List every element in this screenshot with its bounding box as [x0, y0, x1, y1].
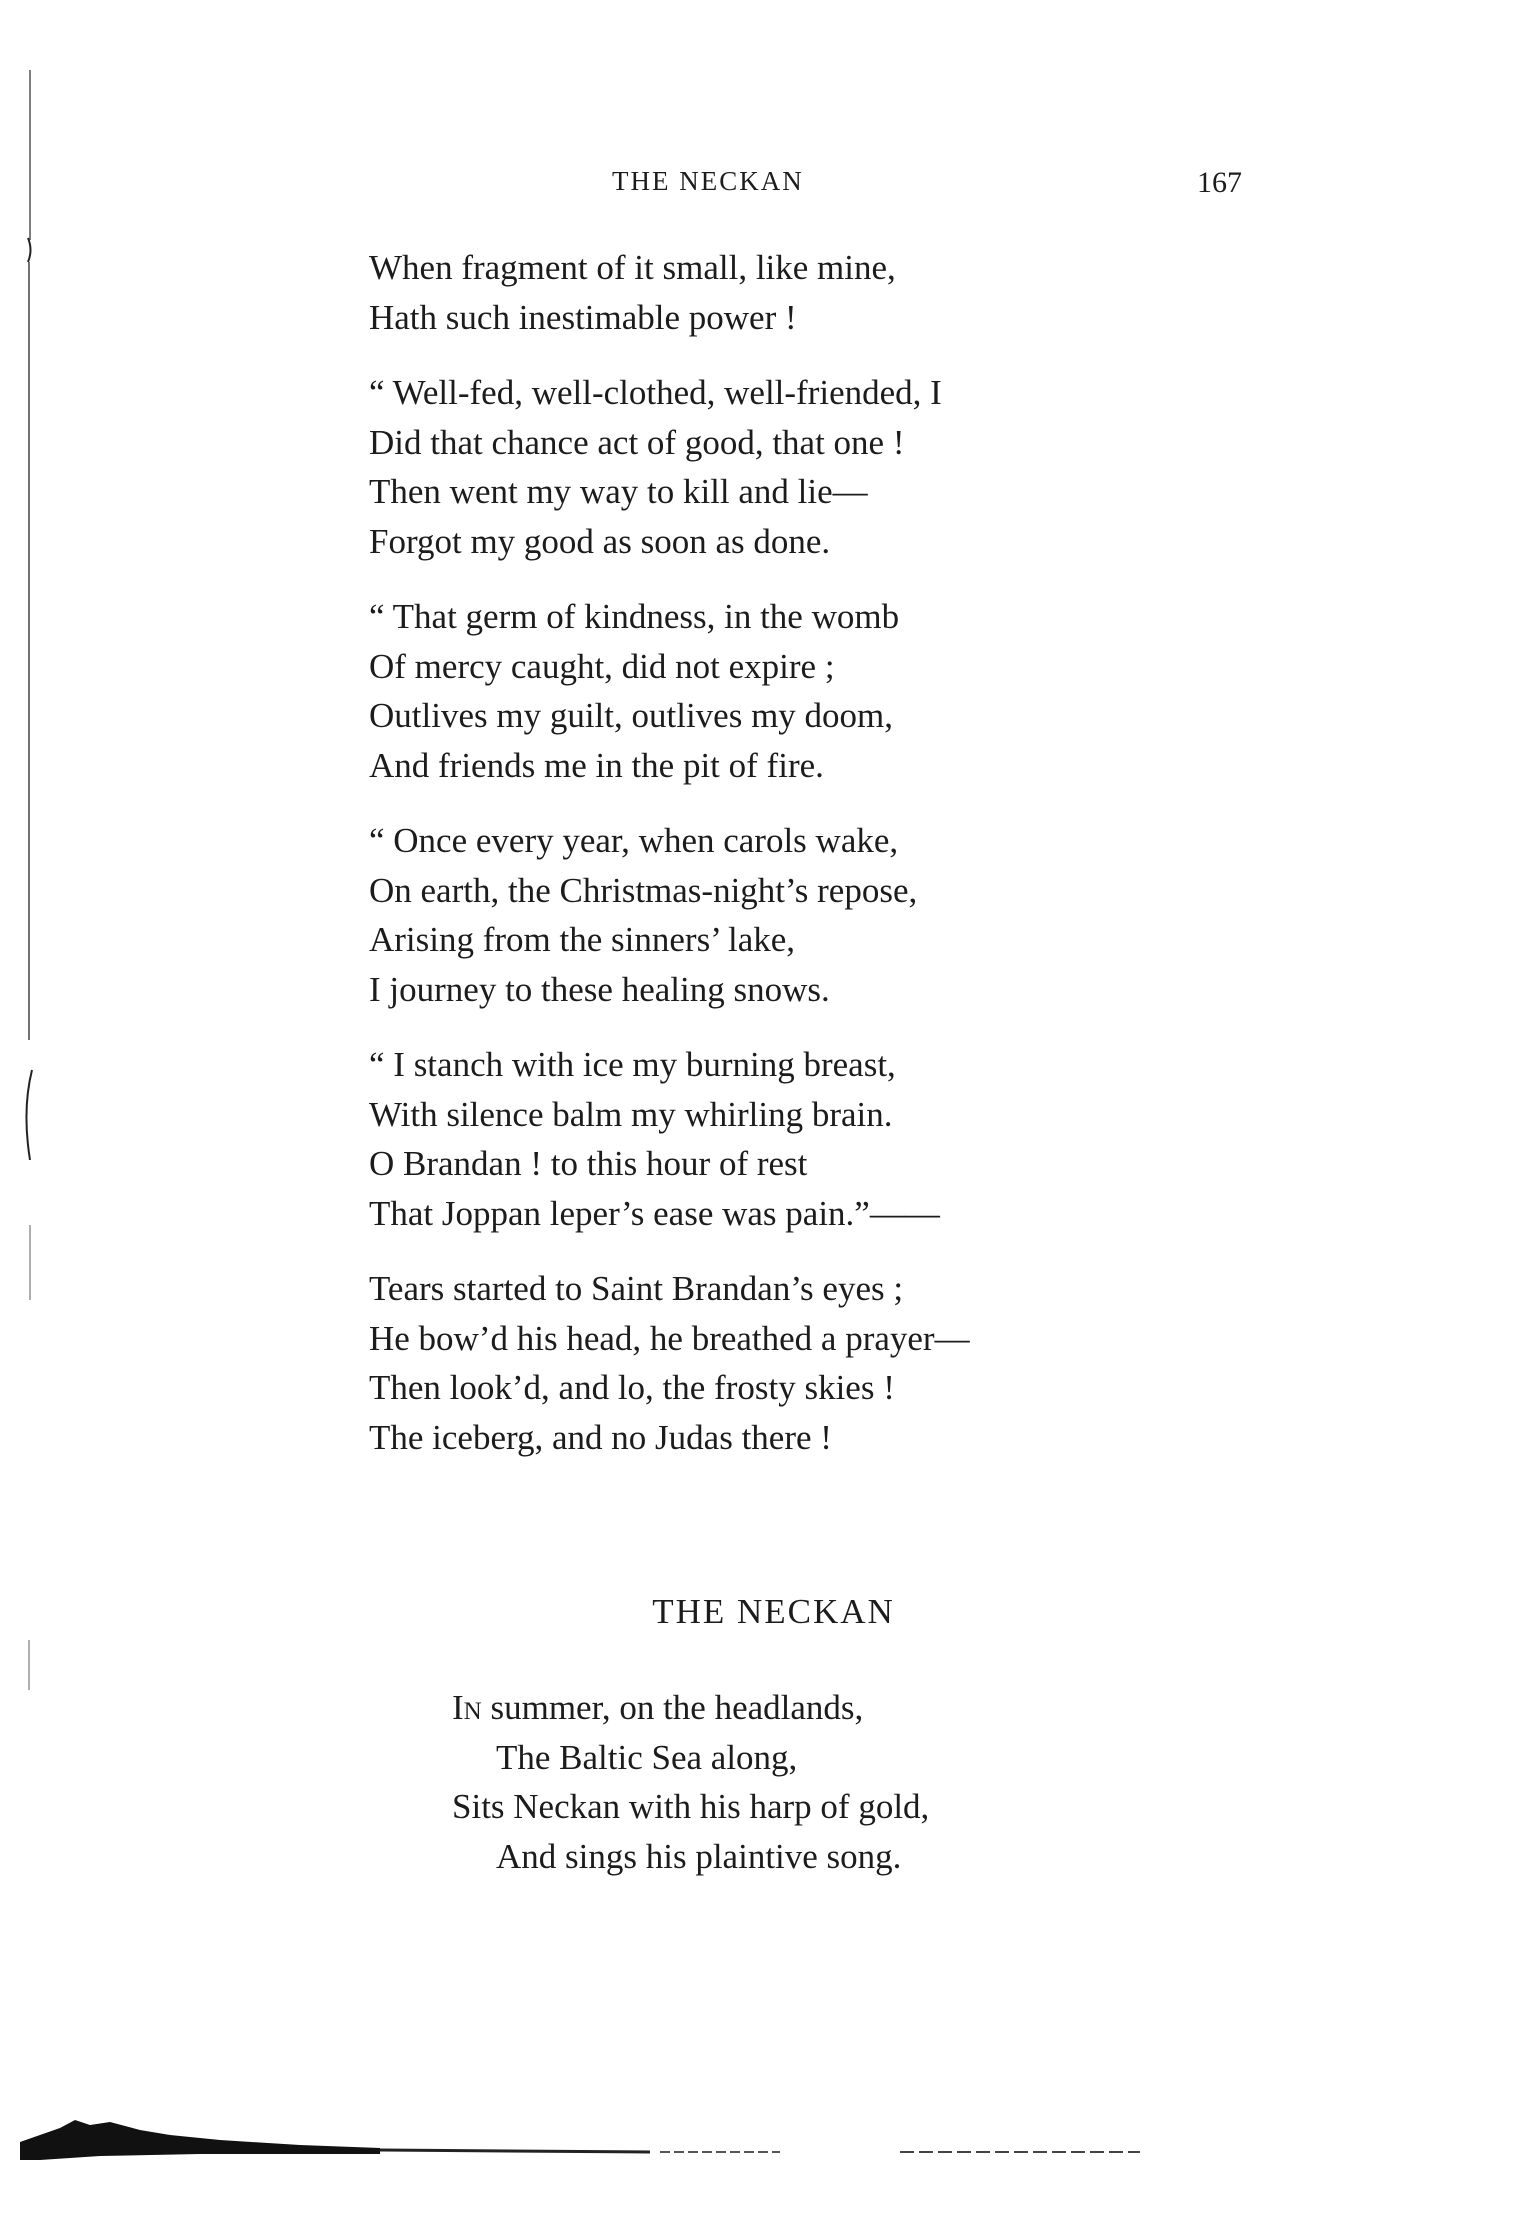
verse-line: Then went my way to kill and lie—	[369, 472, 868, 511]
verse-line: “ Once every year, when carols wake,	[369, 821, 899, 860]
verse-line	[452, 1683, 1152, 1733]
verse-line: That Joppan leper’s ease was pain.”——	[369, 1193, 940, 1233]
verse-line: And friends me in the pit of fire.	[369, 745, 824, 785]
verse-line: I journey to these healing snows.	[369, 969, 830, 1009]
stanza	[369, 1264, 1229, 1462]
verse-line: O Brandan ! to this hour of rest	[369, 1144, 808, 1183]
verse-line: Sits Neckan with his harp of gold,	[452, 1787, 930, 1826]
verse-line: The iceberg, and no Judas there !	[369, 1417, 832, 1457]
verse-line: Tears started to Saint Brandan’s eyes ;	[369, 1269, 904, 1308]
verse-line: Hath such inestimable power !	[369, 297, 797, 337]
verse-line: “ I stanch with ice my burning breast,	[369, 1045, 896, 1084]
margin-scan-marks	[0, 0, 60, 1800]
verse-line: “ That germ of kindness, in the womb	[369, 597, 900, 636]
stanza	[369, 816, 1229, 1014]
new-poem-first-stanza	[452, 1683, 1152, 1881]
scan-bottom-edge	[0, 2080, 1527, 2200]
verse-line: On earth, the Christmas-night’s repose,	[369, 870, 918, 910]
page-number: 167	[1197, 166, 1242, 199]
first-line-text: summer, on the headlands,	[481, 1688, 864, 1727]
stanza	[369, 243, 1229, 342]
stanza	[369, 368, 1229, 566]
verse-line: When fragment of it small, like mine,	[369, 248, 896, 287]
verse-line: And sings his plaintive song.	[496, 1836, 902, 1876]
running-title: THE NECKAN	[612, 166, 804, 196]
poem-continuation	[369, 243, 1229, 1488]
stanza	[369, 1040, 1229, 1238]
verse-line: Arising from the sinners’ lake,	[369, 920, 796, 959]
verse-line: “ Well-fed, well-clothed, well-friended, I	[369, 373, 942, 412]
stanza	[369, 592, 1229, 790]
verse-line: Then look’d, and lo, the frosty skies !	[369, 1368, 895, 1407]
running-head	[0, 166, 1527, 206]
verse-line: Of mercy caught, did not expire ;	[369, 646, 835, 686]
verse-line: He bow’d his head, he breathed a prayer—	[369, 1318, 970, 1358]
poem-title: THE NECKAN	[652, 1592, 895, 1631]
verse-line: The Baltic Sea along,	[496, 1737, 798, 1777]
verse-line: Outlives my guilt, outlives my doom,	[369, 696, 894, 735]
verse-line: With silence balm my whirling brain.	[369, 1094, 893, 1134]
drop-word: In	[452, 1688, 482, 1727]
verse-line: Did that chance act of good, that one !	[369, 422, 905, 462]
verse-line: Forgot my good as soon as done.	[369, 521, 831, 561]
